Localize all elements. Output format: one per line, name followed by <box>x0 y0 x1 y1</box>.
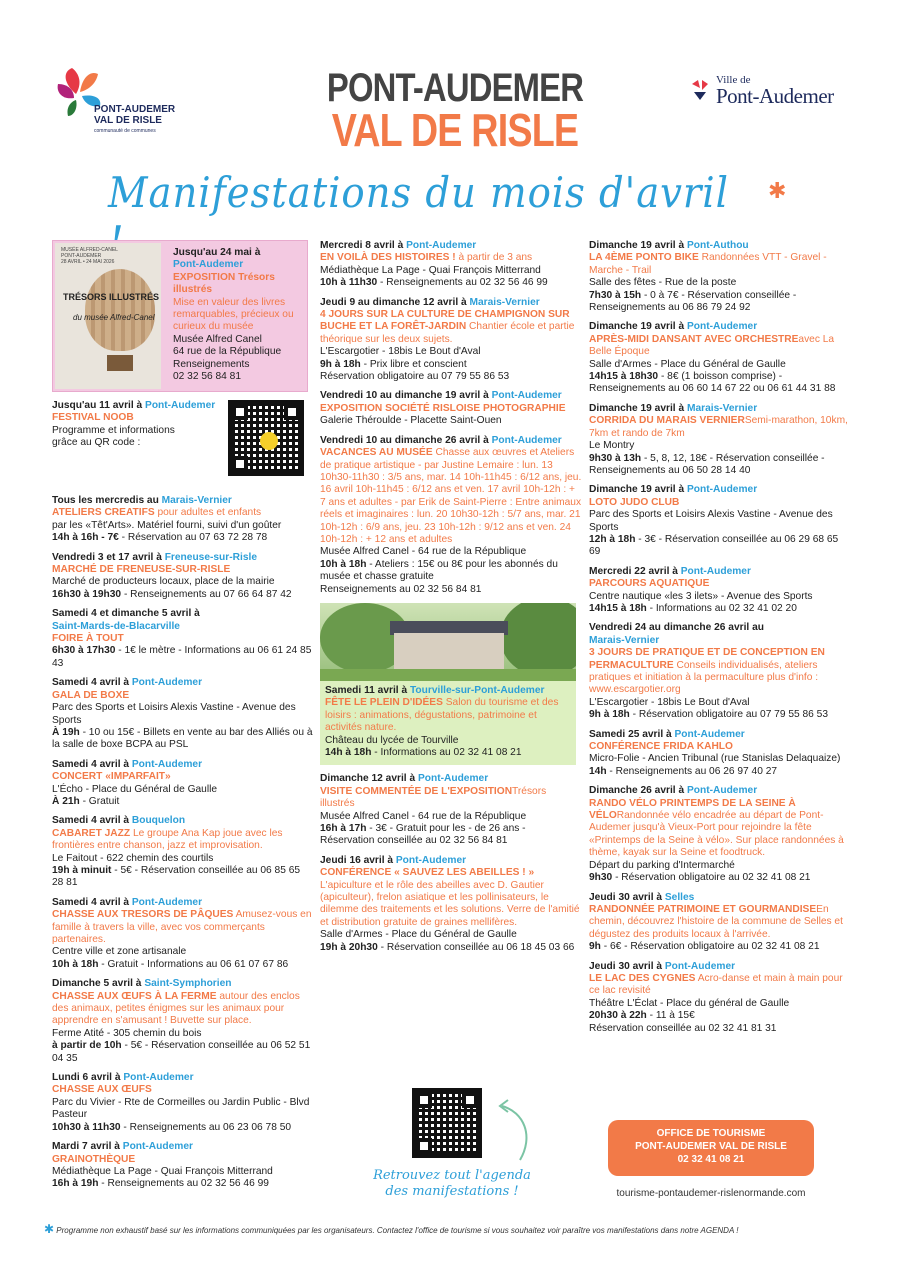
tree-shape <box>500 603 576 677</box>
event-info: - Renseignements au 06 26 97 40 27 <box>606 765 778 777</box>
event-city: Pont-Audemer <box>680 565 751 577</box>
event-info: - 6€ - Réservation obligatoire au 02 32 41 08 21 <box>600 941 820 953</box>
event-title: MARCHÉ DE FRENEUSE-SUR-RISLE <box>52 564 231 576</box>
event-desc: autour des enclos des animaux, petites énigmes sur les animaux pour apprendre en s'amusant ! Buvette sur place. <box>52 990 300 1027</box>
event-info: - Renseignements au 07 66 64 87 42 <box>121 588 292 600</box>
agenda-line2: des manifestations ! <box>385 1184 519 1199</box>
event-info: - 5€ - Réservation conseillée au 06 52 51 04 35 <box>52 1040 311 1064</box>
event-title: 4 JOURS SUR LA CULTURE DE CHAMPIGNON SUR BUCHE ET LA FORÊT-JARDIN <box>320 309 570 333</box>
event-title: CONFÉRENCE « SAUVEZ LES ABEILLES ! » <box>320 867 535 879</box>
event-item <box>589 729 851 779</box>
event-item <box>52 897 314 971</box>
event-city: Bouquelon <box>131 815 186 827</box>
event-title: RANDONNÉE PATRIMOINE ET GOURMANDISE <box>589 903 817 915</box>
event-location: Départ du parking d'Intermarché <box>589 859 735 871</box>
featured-info2: 02 32 56 84 81 <box>173 371 241 383</box>
event-location: Théâtre L'Éclat - Place du général de Gaulle <box>589 997 790 1009</box>
event-desc: Randonnée vélo encadrée au départ de Pont-Audemer jusqu'à Vieux-Port pour rejoindre la fête «Printemps de la Seine à vélo». Sur place randonnées à thème, kayak sur la Seine et foodtruck. <box>589 810 844 859</box>
event-location: Médiathèque La Page - Quai François Mitterrand <box>320 264 541 276</box>
smiley-icon <box>260 432 278 450</box>
event-date: Jeudi 30 avril à <box>589 891 665 903</box>
event-date: Vendredi 10 au dimanche 26 avril à <box>320 434 492 446</box>
event-item <box>52 677 314 751</box>
event-title: LOTO JUDO CLUB <box>589 496 680 508</box>
event-info: - 3€ - Gratuit pour les - de 26 ans - Réservation conseillée au 02 32 56 84 81 <box>320 823 526 847</box>
green-date: Samedi 11 avril à <box>325 684 410 696</box>
event-location: Micro-Folie - Ancien Tribunal (rue Stanislas Delaquaize) <box>589 753 841 765</box>
page-title <box>290 66 620 156</box>
green-loc: Château du lycée de Tourville <box>325 734 459 746</box>
event-date: Mercredi 8 avril à <box>320 240 407 251</box>
poster-cap-1: MUSÉE ALFRED-CANEL <box>61 247 118 253</box>
event-info: - 8€ (1 boisson comprise) - Renseignements au 06 60 14 67 22 ou 06 61 44 31 88 <box>589 371 836 395</box>
logo-ville-pont-audemer <box>688 74 848 114</box>
event-desc: Trésors illustrés <box>320 785 547 810</box>
event-date: Dimanche 19 avril à <box>589 240 687 251</box>
event-title: CABARET JAZZ <box>52 827 131 839</box>
noob-date: Jusqu'au 11 avril à <box>52 400 146 411</box>
event-date: Dimanche 19 avril à <box>589 484 687 496</box>
event-item <box>589 484 851 558</box>
event-item <box>320 390 582 427</box>
event-title: RANDO VÉLO PRINTEMPS DE LA SEINE À VÉLO <box>589 797 796 822</box>
logo-right-small: Ville de <box>716 74 751 86</box>
event-item <box>52 1072 314 1134</box>
balloon-illustration <box>85 269 155 351</box>
poster-cap-3: 28 AVRIL • 24 MAI 2026 <box>61 259 115 265</box>
poster-big: TRÉSORS ILLUSTRÉS <box>63 292 160 302</box>
event-info: - Informations au 02 32 41 02 20 <box>646 602 797 614</box>
event-item <box>589 566 851 616</box>
event-item <box>320 240 582 290</box>
event-festival-noob <box>52 400 314 488</box>
tourism-url[interactable]: tourisme-pontaudemer-rislenormande.com <box>616 1188 806 1199</box>
event-info: - Réservation au 07 63 72 28 78 <box>118 532 268 544</box>
featured-info1: Renseignements <box>173 358 250 370</box>
event-time: 16h à 17h <box>320 823 367 835</box>
qr-finder <box>416 1092 432 1108</box>
event-city: Freneuse-sur-Risle <box>164 551 257 563</box>
agenda-line1: Retrouvez tout l'agenda <box>373 1168 531 1183</box>
qr-code-agenda[interactable] <box>412 1088 482 1158</box>
featured-city: Pont-Audemer <box>173 259 244 271</box>
event-time: 9h <box>589 941 601 953</box>
event-title: VISITE COMMENTÉE DE L'EXPOSITION <box>320 785 513 797</box>
event-location: Parc des Sports et Loisirs Alexis Vastine - Avenue des Sports <box>52 702 296 726</box>
green-tx: Salon du tourisme et des loisirs : animations, dégustations, patrimoine et activités nature. <box>325 697 559 734</box>
event-city: Marais-Vernier <box>686 402 758 414</box>
event-city: Pont-Audemer <box>131 758 203 770</box>
poster-sub: du musée Alfred-Canel <box>73 313 155 322</box>
event-item <box>52 1141 314 1191</box>
event-city: Pont-Audemer <box>686 484 758 496</box>
event-time: 19h à minuit <box>52 864 112 876</box>
event-desc: Acro-danse et main à main pour ce lac revisité <box>589 972 843 997</box>
event-item <box>589 403 851 477</box>
event-city: Pont-Audemer <box>491 390 562 402</box>
logo-right-big: Pont-Audemer <box>716 84 834 108</box>
event-city: Pont-Audemer <box>395 854 467 866</box>
event-desc: à partir de 3 ans <box>455 252 533 264</box>
event-date: Tous les mercredis au <box>52 495 162 506</box>
event-title: CHASSE AUX TRESORS DE PÂQUES <box>52 909 234 921</box>
event-info: - Réservation obligatoire au 07 79 55 86 53 <box>629 709 829 721</box>
event-date: Jeudi 9 au dimanche 12 avril à <box>320 296 470 308</box>
event-info: - Renseignements au 02 32 56 46 99 <box>377 277 548 289</box>
event-date: Samedi 25 avril à <box>589 728 675 740</box>
event-city: Pont-Audemer <box>131 677 203 689</box>
event-date: Vendredi 10 au dimanche 19 avril à <box>320 390 492 402</box>
event-time: à partir de 10h <box>52 1040 122 1052</box>
event-info: - Prix libre et conscient <box>360 358 467 370</box>
ville-logo-icon <box>688 78 716 102</box>
event-title: LE LAC DES CYGNES <box>589 972 696 984</box>
event-desc: Chantier école et partie théorique sur les deux sujets. <box>320 321 575 345</box>
event-location: Musée Alfred Canel - 64 rue de la République <box>320 546 527 558</box>
green-city: Tourville-sur-Pont-Audemer <box>409 684 545 696</box>
event-title: GALA DE BOXE <box>52 689 130 701</box>
event-city: Pont-Audemer <box>686 321 758 333</box>
event-date: Jeudi 16 avril à <box>320 854 396 866</box>
event-location: Parc des Sports et Loisirs Alexis Vastine - Avenue des Sports <box>589 509 833 533</box>
featured-loc2: 64 rue de la République <box>173 346 282 358</box>
column-2 <box>320 240 582 961</box>
event-item <box>589 622 851 721</box>
qr-finder <box>416 1138 432 1154</box>
event-time: 9h à 18h <box>320 358 361 370</box>
event-date: Samedi 4 avril à <box>52 677 132 689</box>
event-item <box>589 321 851 395</box>
event-location: Salle d'Armes - Place du Général de Gaulle <box>589 358 786 370</box>
script-title: Manifestations du mois d'avril <box>108 168 729 217</box>
asterisk-icon: ✱ <box>768 178 787 203</box>
event-city: Pont-Audemer <box>674 728 745 740</box>
event-title: GRAINOTHÈQUE <box>52 1153 136 1165</box>
event-title: EXPOSITION SOCIÉTÉ RISLOISE PHOTOGRAPHIE <box>320 402 566 414</box>
event-location: Marché de producteurs locaux, place de la mairie <box>52 576 275 588</box>
event-desc: L'apiculture et le rôle des abeilles avec D. Gautier (apiculteur), frelon asiatique et les pollinisateurs, le dilemme des traitements et les solutions. Verre de l'amitié et distribution gratuite de graines mellifères. <box>320 879 580 928</box>
event-time: 14h <box>589 765 607 777</box>
event-city: Pont-Audemer <box>686 785 758 797</box>
ot-line1: OFFICE DE TOURISME <box>656 1128 766 1139</box>
event-date: Dimanche 12 avril à <box>320 773 418 785</box>
event-item <box>52 815 314 889</box>
event-extra: Réservation obligatoire au 07 79 55 86 53 <box>320 371 510 383</box>
event-title: CORRIDA DU MARAIS VERNIER <box>589 415 745 427</box>
event-time: 9h30 à 13h <box>589 452 642 464</box>
event-time: 10h à 11h30 <box>320 277 378 289</box>
qr-finder <box>232 404 248 420</box>
event-time: 16h à 19h <box>52 1178 99 1190</box>
event-location: L'Écho - Place du Général de Gaulle <box>52 783 218 795</box>
event-desc: avec La Belle Époque <box>589 333 835 358</box>
event-item <box>52 608 314 670</box>
logo-left-line1: PONT-AUDEMER <box>94 104 176 115</box>
event-location: Le Faitout - 622 chemin des courtils <box>52 852 214 864</box>
event-desc: Randonnées VTT - Gravel - Marche - Trail <box>589 252 827 276</box>
event-item <box>52 978 314 1065</box>
event-item <box>52 759 314 809</box>
event-date: Samedi 4 avril à <box>52 815 132 827</box>
event-info: - 10 ou 15€ - Billets en vente au bar des Alliés ou à la salle de boxe BCPA au PSL <box>52 726 313 751</box>
event-date: Samedi 4 et dimanche 5 avril à <box>52 608 200 620</box>
event-location: Musée Alfred Canel - 64 rue de la République <box>320 810 527 822</box>
event-time: 10h30 à 11h30 <box>52 1121 121 1133</box>
event-city: Pont-Audemer <box>123 1072 194 1084</box>
event-city: Marais-Vernier <box>589 634 660 646</box>
lawn-shape <box>320 669 576 681</box>
event-title: CONCERT «IMPARFAIT» <box>52 771 171 783</box>
event-time: 14h15 à 18h <box>589 602 647 614</box>
qr-finder <box>284 404 300 420</box>
event-date: Vendredi 3 et 17 avril à <box>52 551 165 563</box>
noob-title: FESTIVAL NOOB <box>52 412 134 424</box>
event-location: Parc du Vivier - Rte de Cormeilles ou Jardin Public - Blvd Pasteur <box>52 1096 310 1121</box>
event-time: 14h15 à 18h30 <box>589 371 659 383</box>
event-date: Vendredi 24 au dimanche 26 avril au <box>589 622 764 634</box>
exhibition-poster <box>55 243 161 389</box>
event-item <box>589 785 851 884</box>
event-info: - 11 à 15€ <box>646 1010 695 1022</box>
footnote-text: Programme non exhaustif basé sur les informations communiquées par les organisateurs. Contactez l'office de tourisme si vous souhaitez voir paraître vos manifestations dans notre AGENDA ! <box>56 1226 739 1235</box>
event-date: Lundi 6 avril à <box>52 1072 124 1084</box>
event-time: 7h30 à 15h <box>589 289 642 301</box>
noob-line2: grâce au QR code : <box>52 437 141 449</box>
event-desc: Le groupe Ana Kap joue avec les frontières entre chanson, jazz et improvisation. <box>52 827 283 852</box>
event-city: Selles <box>664 891 695 903</box>
column-1 <box>52 240 314 1198</box>
event-city: Pont-Audemer <box>131 896 203 908</box>
green-info: - Informations au 02 32 41 08 21 <box>371 747 522 758</box>
event-time: 6h30 à 17h30 <box>52 645 116 657</box>
event-city: Marais-Vernier <box>469 296 540 308</box>
event-desc: pour adultes et enfants <box>154 507 262 519</box>
event-desc: En chemin, découvrez l'histoire de la commune de Selles et dégustez des produits locaux à l'arrivée. <box>589 903 843 940</box>
event-location: L'Escargotier - 18bis Le Bout d'Aval <box>589 696 750 708</box>
event-time: 10h à 18h <box>52 958 99 970</box>
event-desc: Semi-marathon, 10km, 7km et rando de 7km <box>589 415 848 439</box>
event-title: CONFÉRENCE FRIDA KAHLO <box>589 741 733 753</box>
event-info: - Réservation conseillée au 06 18 45 03 66 <box>377 941 575 953</box>
event-date: Samedi 4 avril à <box>52 896 132 908</box>
chateau-photo <box>320 603 576 681</box>
event-city: Pont-Audemer <box>406 240 477 251</box>
event-time: 16h30 à 19h30 <box>52 588 122 600</box>
green-title: FÊTE LE PLEIN D'IDÉES <box>325 697 443 709</box>
event-city: Pont-Audemer <box>491 434 562 446</box>
event-time: 20h30 à 22h <box>589 1010 647 1022</box>
qr-finder <box>232 456 248 472</box>
event-title: PARCOURS AQUATIQUE <box>589 578 710 590</box>
noob-line1: Programme et informations <box>52 424 175 436</box>
event-location: Galerie Théroulde - Placette Saint-Ouen <box>320 415 502 427</box>
event-desc: Chasse aux œuvres et Ateliers de pratique artistique - par Justine Lemaire : lun. 13 10h30-11h30 : 3/5 ans, mar. 14 10h-11h45 : 6/12 ans, jeu. 16 avril 10h-11h45 : 6/12 ans et ven. 17 avril 10h-12h : + 7 ans et adultes - par Erik de Saint-Pierre : Entre animaux réels et imaginaires : lun. 20 10h30-12h : 5/7 ans, mar. 21 10h-12h : 6/9 ans, jeu. 23 10h-12h : 9/12 ans et ven. 24 10h-12h : + 12 ans et adultes <box>320 447 582 545</box>
green-time: 14h à 18h <box>325 747 372 758</box>
event-info: - Renseignements au 02 32 56 46 99 <box>98 1178 269 1190</box>
event-info: - 0 à 7€ - Réservation conseillée - Renseignements au 06 86 79 24 92 <box>589 289 797 314</box>
logo-cc-pont-audemer <box>50 62 200 142</box>
column-3 <box>589 240 851 1042</box>
event-date: Dimanche 26 avril à <box>589 785 687 797</box>
event-info: - Réservation obligatoire au 02 32 41 08 21 <box>612 872 811 884</box>
title-line2: VAL DE RISLE <box>331 104 579 156</box>
event-info: - 5, 8, 12, 18€ - Réservation conseillée - Renseignements au 06 50 28 14 40 <box>589 452 825 476</box>
featured-date: Jusqu'au 24 mai à <box>173 247 261 258</box>
event-title: 3 JOURS DE PRATIQUE ET DE CONCEPTION EN PERMACULTURE <box>589 647 825 671</box>
featured-desc: Mise en valeur des livres remarquables, précieux ou curieux du musée <box>173 296 294 333</box>
chateau-shape <box>394 633 504 673</box>
event-location: L'Escargotier - 18bis Le Bout d'Aval <box>320 346 481 358</box>
event-info: - 1€ le mètre - Informations au 06 61 24 85 43 <box>52 645 312 669</box>
event-item <box>320 435 582 596</box>
event-date: Jeudi 30 avril à <box>589 960 665 972</box>
logo-left-sub: communauté de communes <box>94 128 156 134</box>
event-time: 14h à 16h - 7€ <box>52 532 119 544</box>
qr-code-noob[interactable] <box>228 400 304 476</box>
event-time: 19h à 20h30 <box>320 941 378 953</box>
event-location: par les «Têt'Arts». Matériel fourni, suivi d'un goûter <box>52 519 282 531</box>
event-item <box>589 240 851 314</box>
event-title: EN VOILÀ DES HISTOIRES ! <box>320 252 456 264</box>
event-info: - 3€ - Réservation conseillée au 06 29 68 65 69 <box>589 533 839 558</box>
noob-city: Pont-Audemer <box>145 400 216 411</box>
office-tourisme-box <box>608 1120 814 1176</box>
event-date: Dimanche 19 avril à <box>589 402 687 414</box>
event-item <box>589 961 851 1035</box>
event-extra: Renseignements au 02 32 56 84 81 <box>320 583 482 595</box>
event-city: Pont-Authou <box>686 240 749 251</box>
event-location: Salle d'Armes - Place du Général de Gaulle <box>320 929 517 941</box>
asterisk-icon: ✱ <box>44 1222 55 1236</box>
featured-title: EXPOSITION Trésors illustrés <box>173 271 275 296</box>
event-location: Centre nautique «les 3 ilets» - Avenue des Sports <box>589 590 813 602</box>
agenda-text <box>352 1168 552 1200</box>
event-info: - Gratuit <box>79 795 120 807</box>
event-desc: Amusez-vous en famille à travers la ville, avec vos commerçants partenaires. <box>52 909 312 945</box>
event-title: CHASSE AUX ŒUFS <box>52 1084 152 1096</box>
event-item <box>320 773 582 847</box>
event-item <box>52 495 314 545</box>
poster-cap-2: PONT-AUDEMER <box>61 253 102 259</box>
event-item <box>52 552 314 602</box>
event-city: Saint-Symphorien <box>144 978 232 990</box>
event-city: Marais-Vernier <box>161 495 232 506</box>
event-time: 9h à 18h <box>589 709 630 721</box>
footnote <box>44 1222 864 1236</box>
event-date: Mercredi 22 avril à <box>589 565 681 577</box>
event-time: À 19h <box>52 726 80 738</box>
event-location: Le Montry <box>589 440 635 452</box>
event-date: Dimanche 19 avril à <box>589 321 687 333</box>
basket-illustration <box>107 355 133 371</box>
event-location: Ferme Atité - 305 chemin du bois <box>52 1027 202 1039</box>
event-info: - Ateliers : 15€ ou 8€ pour les abonnés du musée et chasse gratuite <box>320 558 558 583</box>
ot-line2: PONT-AUDEMER VAL DE RISLE <box>635 1141 787 1152</box>
curved-arrow-icon <box>490 1096 530 1166</box>
event-item <box>320 297 582 384</box>
event-title: VACANCES AU MUSÉE <box>320 447 433 459</box>
qr-finder <box>462 1092 478 1108</box>
event-time: 12h à 18h <box>589 533 636 545</box>
event-location: Médiathèque La Page - Quai François Mitterrand <box>52 1165 273 1177</box>
event-city: Saint-Mards-de-Blacarville <box>52 620 180 632</box>
event-city: Pont-Audemer <box>122 1141 193 1153</box>
event-title: CHASSE AUX ŒUFS À LA FERME <box>52 990 217 1002</box>
event-date: Dimanche 5 avril à <box>52 978 145 990</box>
event-title: FOIRE À TOUT <box>52 633 124 645</box>
event-city: Pont-Audemer <box>417 773 489 785</box>
featured-loc1: Musée Alfred Canel <box>173 333 262 345</box>
event-item <box>589 892 851 954</box>
event-item <box>320 855 582 954</box>
event-time: 10h à 18h <box>320 558 367 570</box>
event-plein-idees <box>320 681 576 765</box>
event-city: Pont-Audemer <box>664 960 736 972</box>
event-extra: Réservation conseillée au 02 32 41 81 31 <box>589 1022 777 1034</box>
event-info: - Gratuit - Informations au 06 61 07 67 86 <box>98 958 289 970</box>
event-date: Samedi 4 avril à <box>52 758 132 770</box>
title-line1: PONT-AUDEMER <box>326 66 584 110</box>
logo-left-line2: VAL DE RISLE <box>94 115 162 126</box>
event-desc: Conseils individualisés, ateliers pratiques et initiation à la permaculture plus d'info : www.escargotier.org <box>589 659 819 696</box>
event-title: APRÈS-MIDI DANSANT AVEC ORCHESTRE <box>589 333 799 345</box>
event-time: 9h30 <box>589 872 613 884</box>
event-time: À 21h <box>52 795 80 807</box>
featured-exhibition <box>52 240 308 392</box>
event-location: Salle des fêtes - Rue de la poste <box>589 277 737 289</box>
event-title: LA 4ÈME PONTO BIKE <box>589 252 699 264</box>
ot-phone: 02 32 41 08 21 <box>677 1154 745 1165</box>
event-title: ATELIERS CREATIFS <box>52 507 155 519</box>
event-date: Mardi 7 avril à <box>52 1141 123 1153</box>
event-location: Centre ville et zone artisanale <box>52 946 187 958</box>
event-info: - 5€ - Réservation conseillée au 06 85 65 28 81 <box>52 864 301 889</box>
event-info: - Renseignements au 06 23 06 78 50 <box>120 1121 292 1133</box>
